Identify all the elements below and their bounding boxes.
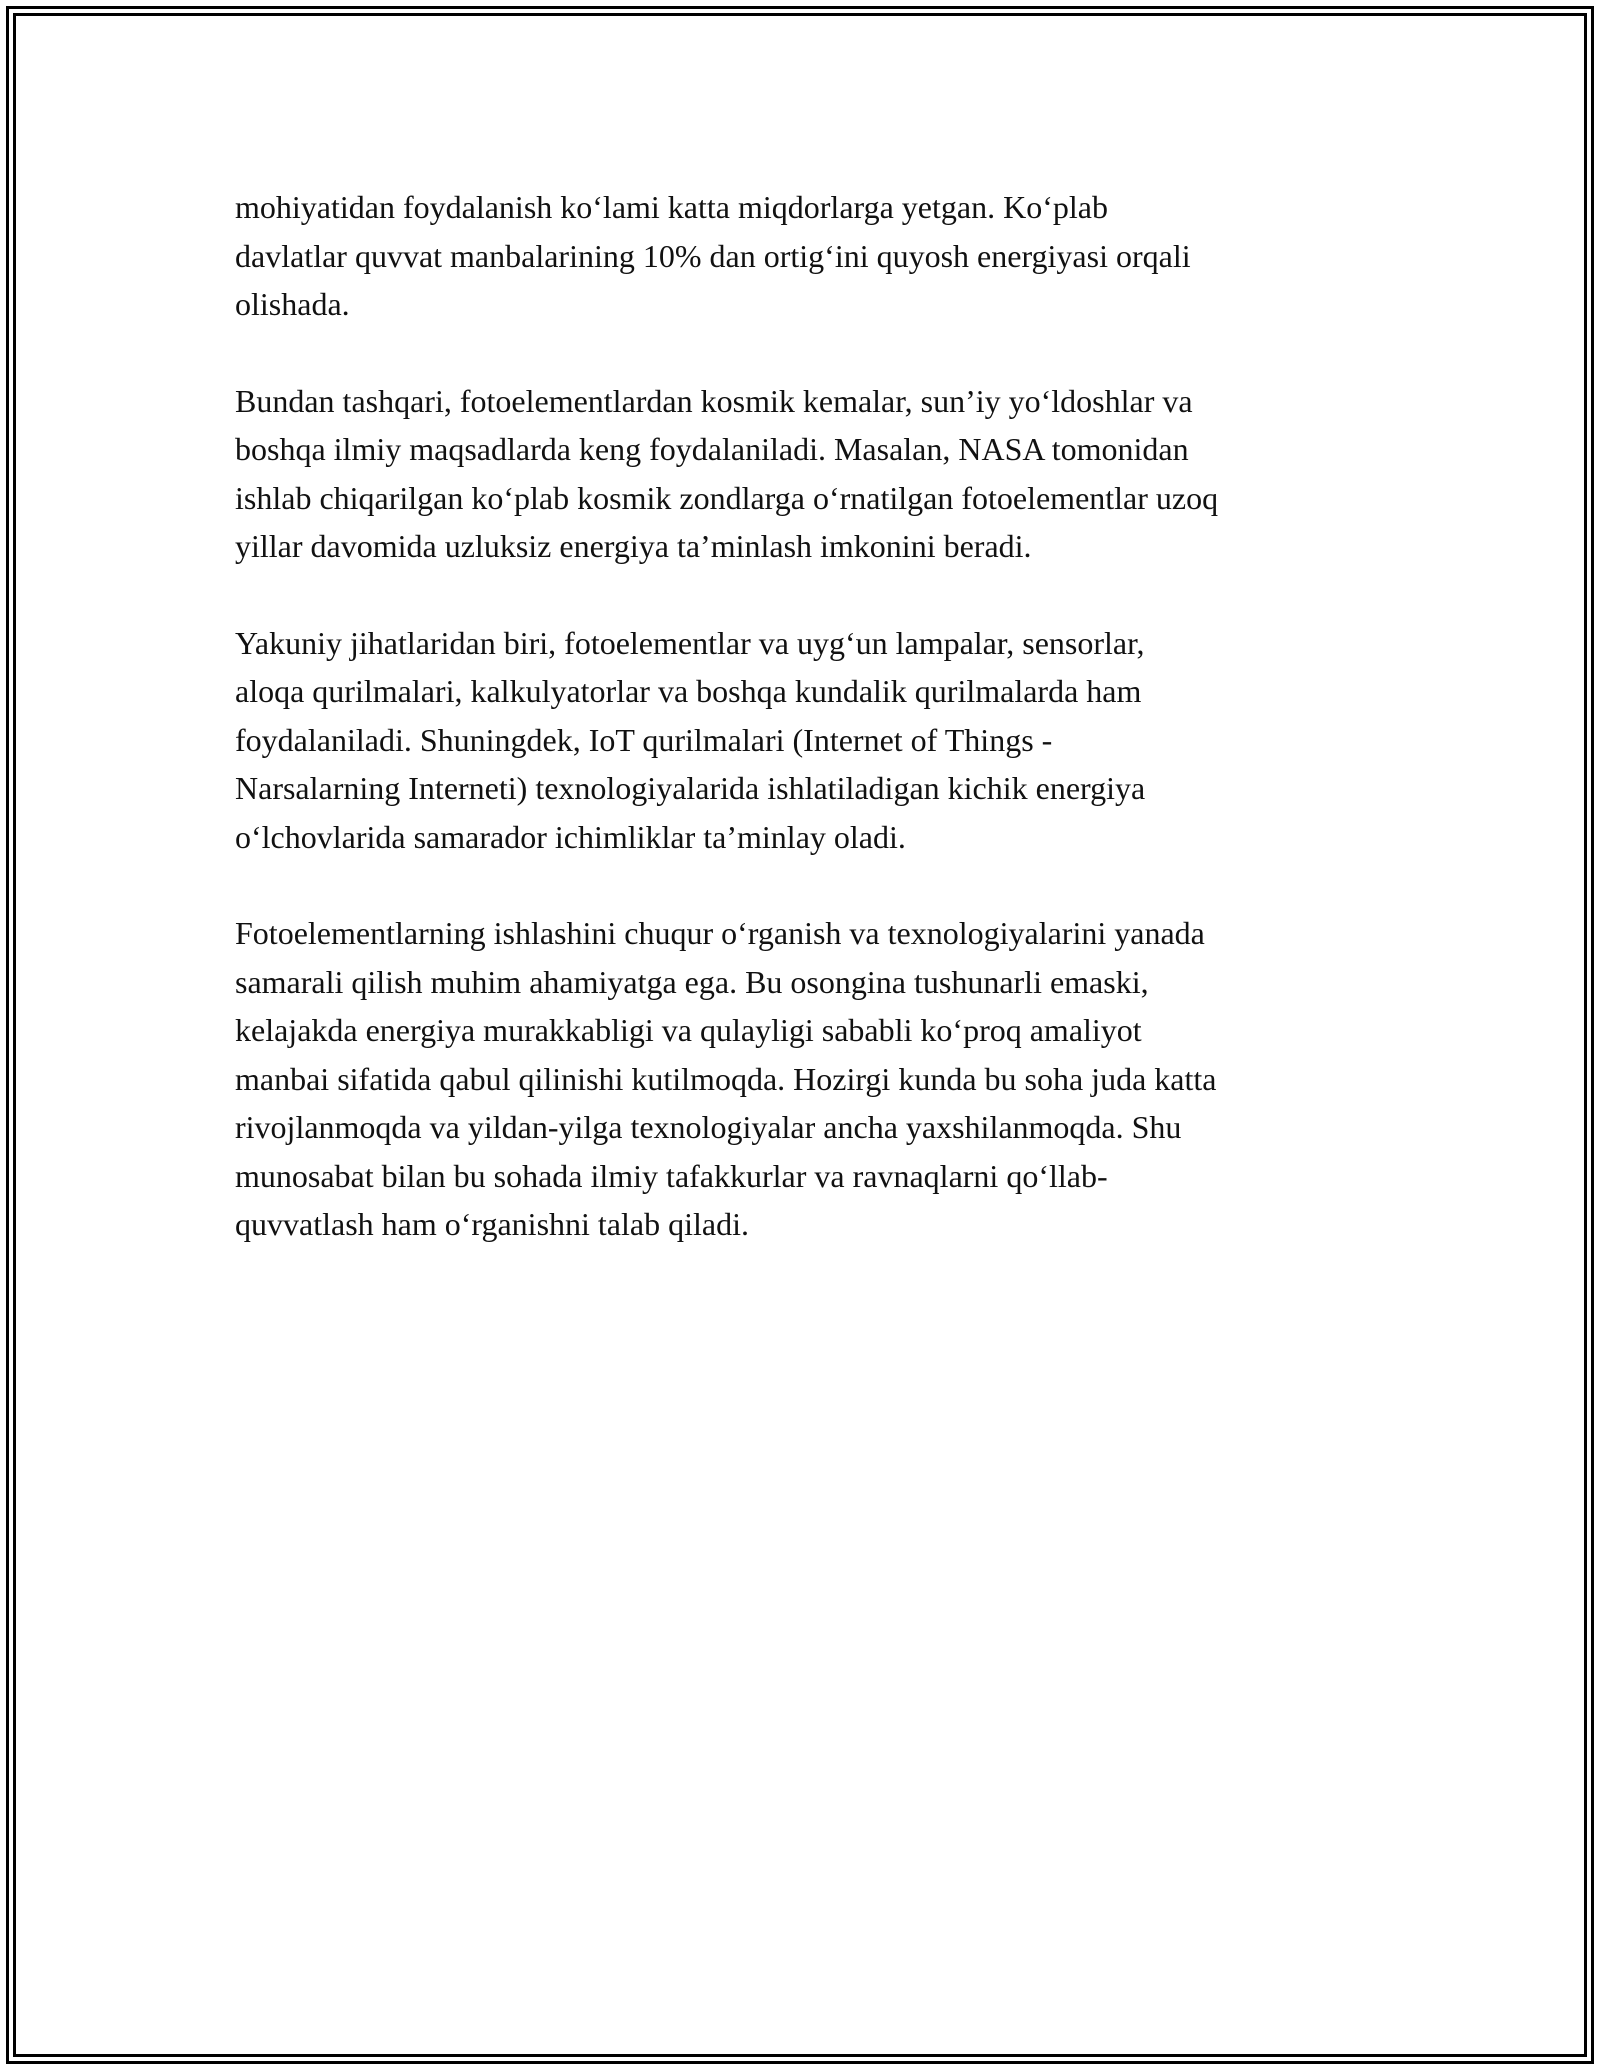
text-line: munosabat bilan bu sohada ilmiy tafakkurlar va ravnaqlarni qo‘llab- (235, 1157, 1108, 1194)
text-line: boshqa ilmiy maqsadlarda keng foydalaniladi. Masalan, NASA tomonidan (235, 431, 1189, 467)
text-line: o‘lchovlarida samarador ichimliklar ta’minlay oladi. (235, 818, 906, 855)
document-body (235, 183, 1385, 1297)
text-line: Fotoelementlarning ishlashini chuqur o‘rganish va texnologiyalarini yanada (235, 915, 1205, 951)
paragraph-4 (235, 909, 1385, 1249)
text-line: Narsalarning Interneti) texnologiyalarida ishlatiladigan kichik energiya (235, 770, 1146, 806)
paragraph-3 (235, 619, 1385, 862)
text-line: aloqa qurilmalari, kalkulyatorlar va boshqa kundalik qurilmalarda ham (235, 673, 1142, 709)
text-line: yillar davomida uzluksiz energiya ta’minlash imkonini beradi. (235, 528, 1032, 564)
paragraph-1 (235, 183, 1385, 329)
text-line: mohiyatidan foydalanish ko‘lami katta miqdorlarga yetgan. Ko‘plab (235, 189, 1108, 225)
text-line: quvvatlash ham o‘rganishni talab qiladi. (235, 1206, 749, 1242)
text-line: olishada. (235, 286, 350, 322)
text-line: rivojlanmoqda va yildan-yilga texnologiyalar ancha yaxshilanmoqda. Shu (235, 1109, 1182, 1145)
text-line: samarali qilish muhim ahamiyatga ega. Bu osongina tushunarli emaski, (235, 963, 1149, 1000)
text-line: manbai sifatida qabul qilinishi kutilmoqda. Hozirgi kunda bu soha juda katta (235, 1060, 1217, 1097)
text-line: foydalaniladi. Shuningdek, IoT qurilmalari (Internet of Things - (235, 721, 1053, 758)
text-line: kelajakda energiya murakkabligi va qulayligi sababli ko‘proq amaliyot (235, 1012, 1142, 1048)
text-line: Yakuniy jihatlaridan biri, fotoelementlar va uyg‘un lampalar, sensorlar, (235, 624, 1145, 661)
paragraph-2 (235, 377, 1385, 571)
text-line: davlatlar quvvat manbalarining 10% dan ortig‘ini quyosh energiyasi orqali (235, 237, 1191, 274)
text-line: Bundan tashqari, fotoelementlardan kosmik kemalar, sun’iy yo‘ldoshlar va (235, 382, 1193, 419)
text-line: ishlab chiqarilgan ko‘plab kosmik zondlarga o‘rnatilgan fotoelementlar uzoq (235, 479, 1219, 516)
